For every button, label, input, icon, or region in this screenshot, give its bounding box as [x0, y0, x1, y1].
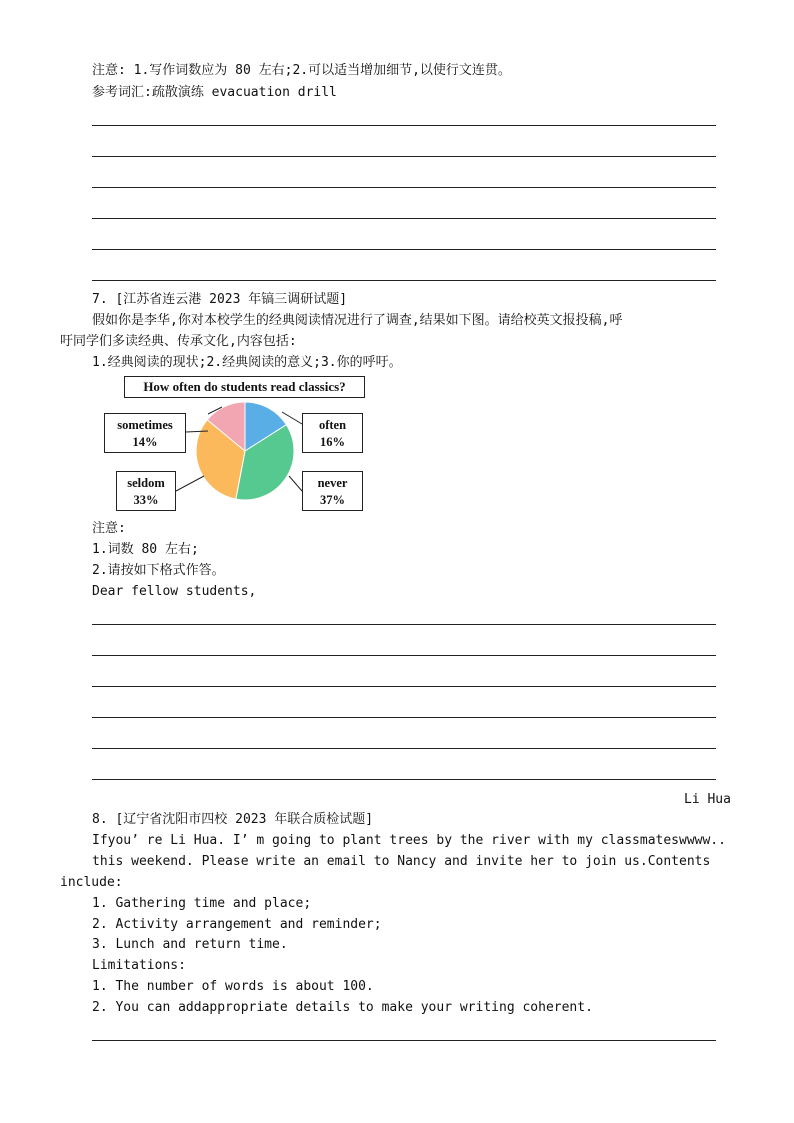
label-often-name: often [318, 418, 347, 432]
q7-salutation: Dear fellow students, [92, 584, 257, 599]
label-never-value: 37% [320, 493, 345, 507]
label-often-value: 16% [320, 435, 345, 449]
label-sometimes-name: sometimes [117, 418, 173, 432]
answer-line[interactable] [92, 717, 716, 718]
q7-header: 7. [江苏省连云港 2023 年镐三调研试题] [92, 292, 348, 307]
q8-line2: this weekend. Please write an email to Nancy and invite her to join us.Contents [92, 854, 711, 869]
leader-line-seldom [176, 476, 204, 491]
q8-line1: Ifyou’ re Li Hua. I’ m going to plant trees by the river with my classmateswwww.. [92, 833, 726, 848]
q8-header: 8. [辽宁省沈阳市四校 2023 年联合质检试题] [92, 812, 374, 827]
answer-line[interactable] [92, 686, 716, 687]
q6-vocab: 参考词汇:疏散演练 evacuation drill [92, 85, 337, 100]
answer-line[interactable] [92, 748, 716, 749]
q6-note: 注意: 1.写作词数应为 80 左右;2.可以适当增加细节,以使行文连贯。 [92, 63, 511, 78]
label-never [302, 471, 363, 511]
label-sometimes [104, 413, 186, 453]
leader-line-never [289, 476, 302, 491]
q8-item1: 1. Gathering time and place; [92, 896, 312, 911]
q8-limit1: 1. The number of words is about 100. [92, 979, 374, 994]
q8-item3: 3. Lunch and return time. [92, 937, 288, 952]
q7-prompt-line1: 假如你是李华,你对本校学生的经典阅读情况进行了调查,结果如下图。请给校英文报投稿,呼 [92, 313, 623, 328]
label-seldom-value: 33% [133, 493, 159, 507]
q8-limitations: Limitations: [92, 958, 186, 973]
q8-item2: 2. Activity arrangement and reminder; [92, 917, 382, 932]
q7-points: 1.经典阅读的现状;2.经典阅读的意义;3.你的呼吁。 [92, 355, 402, 370]
q7-note2: 2.请按如下格式作答。 [92, 563, 225, 578]
answer-line[interactable] [92, 1040, 716, 1041]
answer-line[interactable] [92, 624, 716, 625]
q7-prompt-line2: 吁同学们多读经典、传承文化,内容包括: [60, 334, 297, 349]
label-sometimes-value: 14% [132, 435, 158, 449]
label-never-name: never [317, 476, 348, 490]
label-often [302, 413, 363, 453]
answer-line[interactable] [92, 655, 716, 656]
answer-line[interactable] [92, 779, 716, 780]
q7-notes-title: 注意: [92, 521, 126, 536]
label-seldom-name: seldom [127, 476, 165, 490]
q8-limit2: 2. You can addappropriate details to make your writing coherent. [92, 1000, 593, 1015]
q8-line3: include: [60, 875, 123, 890]
label-seldom [116, 471, 176, 511]
chart-title: How often do students read classics? [124, 376, 365, 398]
q7-signature: Li Hua [684, 792, 731, 807]
q7-note1: 1.词数 80 左右; [92, 542, 199, 557]
